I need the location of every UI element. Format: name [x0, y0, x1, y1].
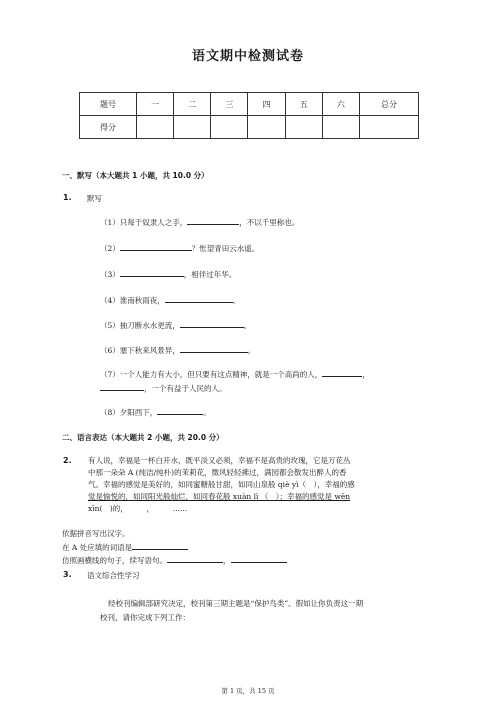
line-text: 。 — [203, 408, 211, 417]
passage-line: 有人说，幸福是一杯白开水，既平淡又必须，幸福不是高贵的玫瑰，它是万花丛 — [88, 456, 351, 465]
score-cell[interactable] — [174, 116, 211, 139]
line-text: 。 — [243, 321, 252, 330]
table-cell: 总分 — [360, 93, 419, 116]
score-cell[interactable] — [360, 116, 419, 139]
section-heading: 一、默写（本大题共 1 小题，共 10.0 分） — [62, 171, 209, 180]
table-cell: 四 — [248, 93, 285, 116]
table-cell: 一 — [137, 93, 174, 116]
table-cell: 三 — [211, 93, 248, 116]
passage-line: xīn( )的， ， ...... — [88, 504, 188, 513]
answer-blank[interactable] — [132, 541, 188, 550]
fill-line — [100, 216, 299, 228]
passage-line: 中那一朵朵 A (纯洁/纯朴)的茉莉花，微风轻轻拂过，满园都会散发出醉人的香 — [88, 468, 347, 477]
answer-blank[interactable] — [180, 344, 248, 353]
fill-line — [100, 368, 370, 380]
line-text: ， — [362, 370, 370, 379]
task-text: 在 A 处应填的词语是 — [62, 543, 133, 552]
answer-blank[interactable] — [157, 406, 203, 415]
task-line: 仿照画横线的句子，续写语句。 ， — [62, 554, 287, 566]
question-paragraph: 经校刊编辑部研究决定，校刊第三期主题是“保护鸟类”。假如让你负责这一期 — [108, 599, 364, 608]
table-cell: 二 — [174, 93, 211, 116]
line-text: 。 — [247, 346, 256, 355]
score-cell[interactable] — [285, 116, 322, 139]
question-passage — [88, 455, 426, 515]
fill-line — [100, 406, 211, 418]
score-table-score-row — [80, 116, 419, 139]
table-cell: 得分 — [80, 116, 137, 139]
page-title: 语文期中检测试卷 — [191, 49, 304, 64]
answer-blank[interactable] — [187, 216, 239, 225]
line-text: （6）塞下秋来风景异， — [100, 346, 180, 355]
fill-line — [100, 242, 259, 254]
task-line — [62, 541, 188, 553]
line-text: （7）一个人能力有大小，但只要有这点精神，就是一个高尚的人， — [100, 370, 323, 379]
task-line: 依据拼音写出汉字。 — [62, 529, 130, 538]
passage-line: 觉是愉悦的，如同阳光般灿烂，如同春花般 xuàn lì （ ）；幸福的感觉是 wēn — [88, 492, 351, 501]
task-text: 仿照画横线的句子，续写语句。 — [62, 556, 167, 565]
answer-blank[interactable] — [120, 268, 184, 277]
table-cell: 六 — [322, 93, 359, 116]
line-text: （8）夕阳西下， — [100, 408, 158, 417]
question-number: 2. — [63, 456, 72, 465]
fill-line — [100, 268, 236, 280]
line-text: （2） — [100, 244, 120, 253]
fill-line — [100, 382, 227, 394]
page-footer: 第 1 页，共 15 页 — [221, 687, 275, 695]
line-text: （4）淮南秋雨夜， — [100, 296, 165, 305]
passage-line: 气。幸福的感觉是美好的，如同蜜糖般甘甜，如同山泉般 qiè yì（ ），幸福的感 — [88, 480, 355, 489]
answer-blank[interactable] — [231, 554, 287, 563]
question-number: 1. — [63, 193, 72, 202]
table-cell: 五 — [285, 93, 322, 116]
fill-line — [100, 294, 240, 306]
line-text: ，不以千里称也。 — [239, 218, 300, 227]
score-cell[interactable] — [211, 116, 248, 139]
question-title: 语文综合性学习 — [87, 571, 140, 580]
score-table — [79, 92, 419, 139]
answer-blank[interactable] — [100, 382, 144, 391]
line-text: （5）抽刀断水水更流， — [100, 321, 180, 330]
line-text: ，相伴过年华。 — [183, 270, 237, 279]
line-text: （1）只每于奴隶人之手， — [100, 218, 188, 227]
score-cell[interactable] — [137, 116, 174, 139]
question-title: 默写 — [87, 194, 102, 203]
fill-line — [100, 319, 251, 331]
score-table-header-row — [80, 93, 419, 116]
answer-blank[interactable] — [167, 554, 223, 563]
line-text: （3） — [100, 270, 120, 279]
score-cell[interactable] — [248, 116, 285, 139]
answer-blank[interactable] — [180, 319, 244, 328]
line-text: ？怅望青田云水遥。 — [191, 244, 260, 253]
section-heading: 二、语言表达（本大题共 2 小题，共 20.0 分） — [62, 433, 224, 442]
answer-blank[interactable] — [120, 242, 192, 251]
table-cell: 题号 — [80, 93, 137, 116]
question-number: 3. — [63, 570, 72, 579]
score-cell[interactable] — [322, 116, 359, 139]
answer-blank[interactable] — [322, 368, 362, 377]
line-text: ，一个有益于人民的人。 — [144, 384, 227, 393]
fill-line — [100, 344, 255, 356]
line-text: 。 — [232, 296, 241, 305]
answer-blank[interactable] — [165, 294, 233, 303]
question-paragraph: 校刊，请你完成下列工作： — [100, 613, 190, 622]
